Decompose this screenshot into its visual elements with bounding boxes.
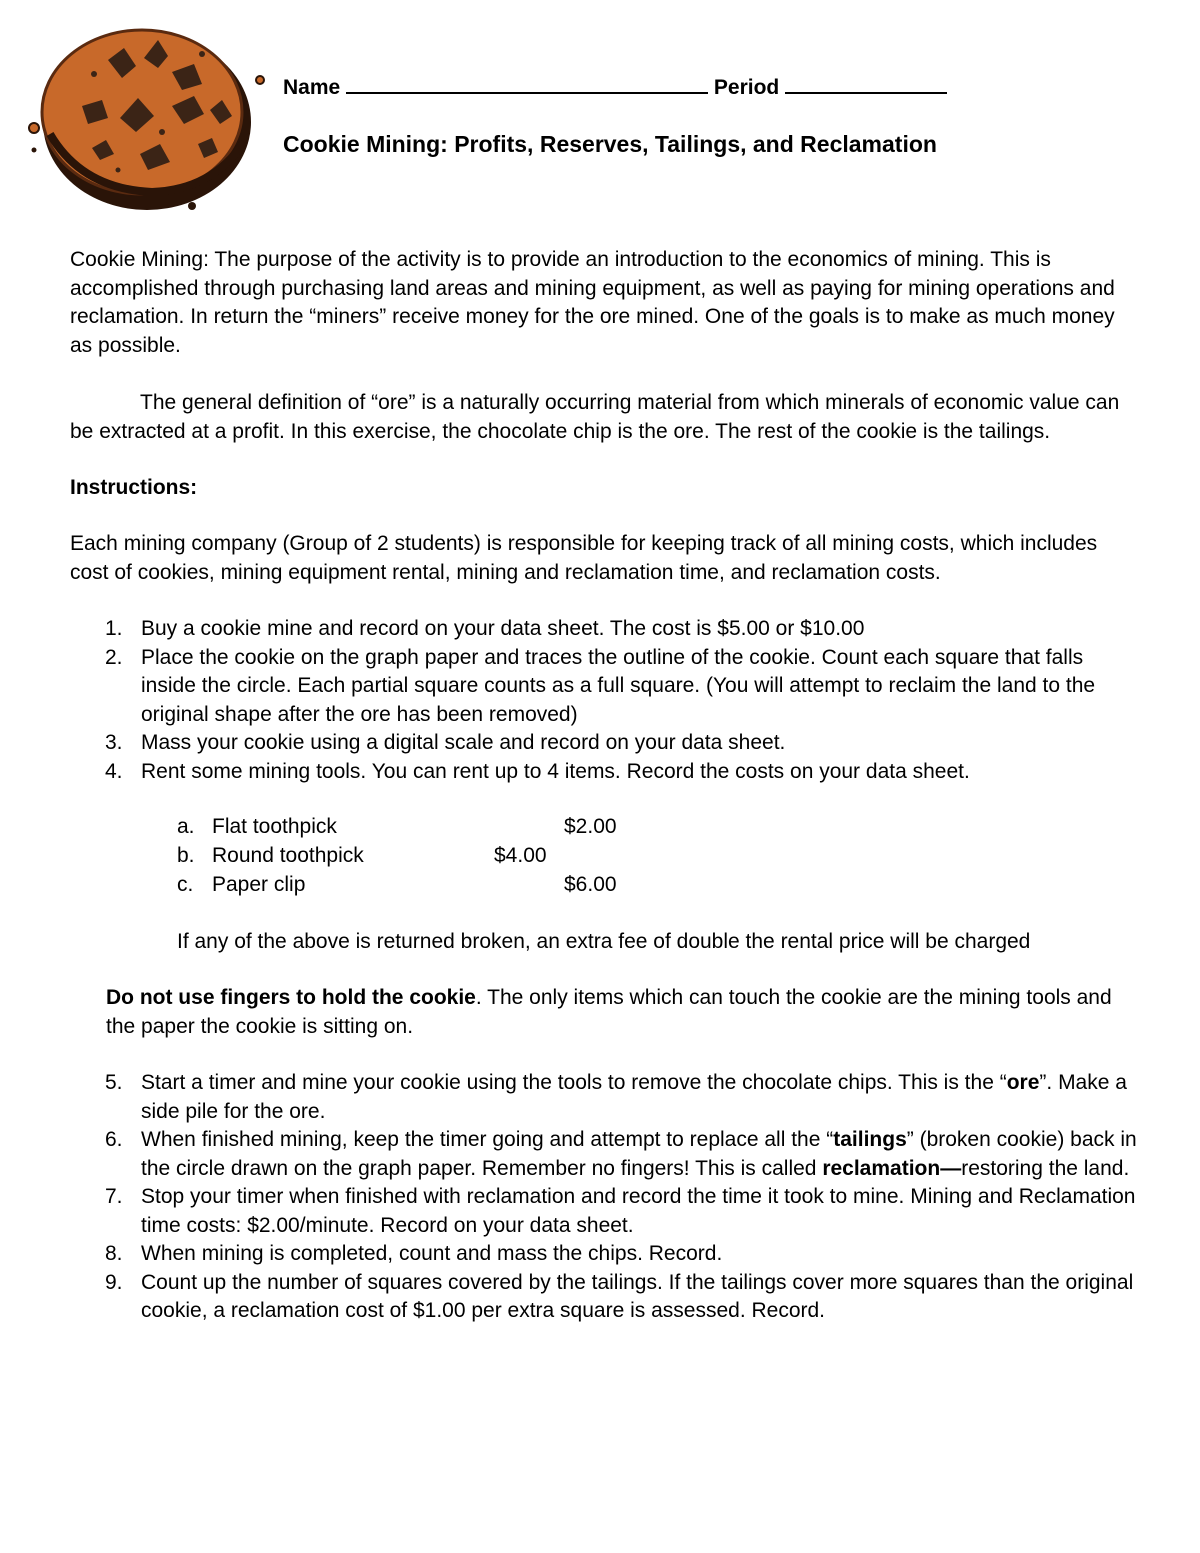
cookie-speck <box>91 71 97 77</box>
cookie-crumb <box>188 202 196 210</box>
step-number: 7. <box>105 1185 123 1208</box>
no-fingers-rest: . The only items which can touch the cookie are the mining tools and the paper the cookie is sitting on. <box>106 986 1112 1038</box>
step-text: Mass your cookie using a digital scale and record on your data sheet. <box>141 731 786 754</box>
name-period-line <box>283 72 983 102</box>
cookie-crumb <box>29 123 39 133</box>
step-text: Buy a cookie mine and record on your data sheet. The cost is $5.00 or $10.00 <box>141 617 865 640</box>
steps-list-part2 <box>70 1069 1140 1326</box>
step-text: ”. Make a side pile for the ore. <box>141 1071 1127 1123</box>
company-paragraph: Each mining company (Group of 2 students) is responsible for keeping track of all mining costs, which includes cost of cookies, mining equipment rental, mining and reclamation time, and reclamation costs. <box>70 532 1098 584</box>
period-label: Period <box>713 76 780 99</box>
instructions-heading: Instructions: <box>70 476 198 499</box>
cookie-image <box>22 14 272 214</box>
list-item <box>70 1126 1140 1183</box>
cookie-speck <box>159 129 165 135</box>
ore-definition-paragraph <box>70 389 1140 446</box>
cookie-crumb <box>256 76 264 84</box>
list-item <box>70 1183 1140 1240</box>
step-number: 6. <box>105 1128 123 1151</box>
step-text: Count up the number of squares covered by the tailings. If the tailings cover more squares than the original cookie, a reclamation cost of $1.00 per extra square is assessed. Record. <box>141 1270 1134 1322</box>
list-item <box>70 1069 1140 1126</box>
tools-price-list <box>177 813 677 900</box>
list-item <box>70 758 1140 787</box>
tool-price: $4.00 <box>494 844 547 867</box>
tool-letter: a. <box>177 815 195 838</box>
step-text: When finished mining, keep the timer going and attempt to replace all the “ <box>141 1128 834 1151</box>
intro-paragraph: Cookie Mining: The purpose of the activity is to provide an introduction to the economics of mining. This is accomplished through purchasing land areas and mining equipment, as well as paying for mining operations and reclamation. In return the “miners” receive money for the ore mined. One of the goals is to make as much money as possible. <box>70 248 1115 357</box>
step-text: Rent some mining tools. You can rent up to 4 items. Record the costs on your data sheet. <box>141 759 970 783</box>
steps-list-part1 <box>70 615 1140 786</box>
tool-row <box>177 871 677 900</box>
period-blank[interactable] <box>785 72 947 94</box>
step-text: ” (broken cookie) back in the circle drawn on the graph paper. Remember no fingers! This is called <box>141 1128 1137 1180</box>
step-text: restoring the land. <box>961 1156 1130 1180</box>
step-number: 9. <box>105 1270 123 1294</box>
list-item <box>70 644 1140 730</box>
cookie-speck <box>116 168 121 173</box>
name-blank[interactable] <box>346 72 708 94</box>
step-text: Start a timer and mine your cookie using the tools to remove the chocolate chips. This is the “ <box>141 1071 1007 1094</box>
step-bold-term: tailings <box>833 1128 907 1151</box>
tool-name: Round toothpick <box>212 844 364 867</box>
no-fingers-bold: Do not use fingers to hold the cookie <box>106 986 476 1009</box>
step-number: 8. <box>105 1242 123 1265</box>
tool-row <box>177 842 677 871</box>
list-item <box>70 729 1140 758</box>
cookie-speck <box>199 51 205 57</box>
step-bold-term: ore <box>1006 1071 1040 1094</box>
list-item <box>70 615 1140 644</box>
step-text: Stop your timer when finished with reclamation and record the time it took to mine. Mining and Reclamation time costs: $2.00/minute. Record on your data sheet. <box>141 1185 1136 1237</box>
tool-name: Paper clip <box>212 873 306 896</box>
name-label: Name <box>283 76 341 99</box>
list-item <box>70 1240 1140 1269</box>
no-fingers-note <box>106 984 1140 1041</box>
step-number: 5. <box>105 1071 123 1094</box>
step-number: 2. <box>105 645 123 669</box>
cookie-crumb <box>32 148 37 153</box>
list-item <box>70 1269 1140 1326</box>
tool-letter: b. <box>177 844 195 867</box>
step-number: 1. <box>105 617 123 640</box>
tool-price: $2.00 <box>564 815 617 838</box>
step-bold-term: reclamation— <box>822 1156 962 1180</box>
page-title: Cookie Mining: Profits, Reserves, Tailings, and Reclamation <box>283 131 937 157</box>
broken-tool-note: If any of the above is returned broken, an extra fee of double the rental price will be charged <box>177 930 1031 953</box>
step-number: 3. <box>105 731 123 754</box>
ore-definition-text: The general definition of “ore” is a naturally occurring material from which minerals of economic value can be extracted at a profit. In this exercise, the chocolate chip is the ore. The rest of the cookie is the tailings. <box>70 391 1120 443</box>
step-text: When mining is completed, count and mass the chips. Record. <box>141 1242 723 1265</box>
tool-letter: c. <box>177 873 194 896</box>
tool-name: Flat toothpick <box>212 815 337 838</box>
tool-row <box>177 813 677 842</box>
step-number: 4. <box>105 759 123 783</box>
tool-price: $6.00 <box>564 873 617 896</box>
step-text: Place the cookie on the graph paper and traces the outline of the cookie. Count each square that falls inside the circle. Each partial square counts as a full square. (You will attempt to reclaim the land to the original shape after the ore has been removed) <box>141 645 1096 726</box>
